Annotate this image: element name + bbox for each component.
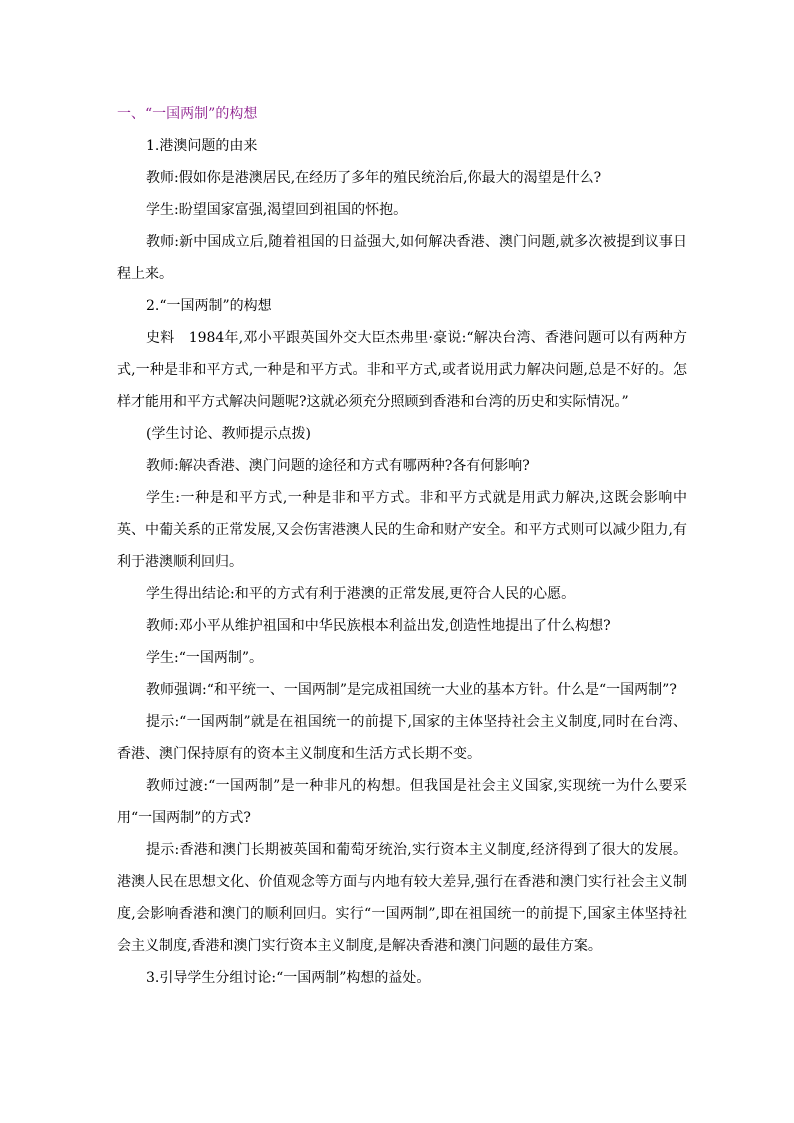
paragraph-teacher-transition: 教师过渡:“一国两制”是一种非凡的构想。但我国是社会主义国家,实现统一为什么要采用“一国两制”的方式? <box>117 778 687 826</box>
subheading-origin: 1.港澳问题的由来 <box>146 138 258 154</box>
paragraph-teacher-question-3: 教师:邓小平从维护祖国和中华民族根本利益出发,创造性地提出了什么构想? <box>146 618 611 634</box>
document-body <box>117 98 687 994</box>
paragraph-source-material: 史料 1984年,邓小平跟英国外交大臣杰弗里·豪说:“解决台湾、香港问题可以有两种方式,一种是非和平方式,一种是和平方式。非和平方式,或者说用武力解决问题,总是不好的。怎样才能用和平方式解决问题呢?这就必须充分照顾到香港和台湾的历史和实际情况。” <box>117 330 687 410</box>
paragraph-student-answer-3: 学生:“一国两制”。 <box>146 650 264 666</box>
paragraph-teacher-emphasis: 教师强调:“和平统一、一国两制”是完成祖国统一大业的基本方针。什么是“一国两制”? <box>146 682 677 698</box>
paragraph-discussion-note: (学生讨论、教师提示点拨) <box>146 426 311 442</box>
subheading-group-discussion: 3.引导学生分组讨论:“一国两制”构想的益处。 <box>146 970 431 986</box>
section-heading: 一、“一国两制”的构想 <box>117 106 258 122</box>
paragraph-teacher-question-1: 教师:假如你是港澳居民,在经历了多年的殖民统治后,你最大的渴望是什么? <box>146 170 602 186</box>
paragraph-hint-1: 提示:“一国两制”就是在祖国统一的前提下,国家的主体坚持社会主义制度,同时在台湾、香港、澳门保持原有的资本主义制度和生活方式长期不变。 <box>117 714 687 762</box>
paragraph-teacher-question-2: 教师:解决香港、澳门问题的途径和方式有哪两种?各有何影响? <box>146 458 530 474</box>
paragraph-student-answer-1: 学生:盼望国家富强,渴望回到祖国的怀抱。 <box>146 202 408 218</box>
subheading-concept: 2.“一国两制”的构想 <box>146 298 272 314</box>
paragraph-hint-2: 提示:香港和澳门长期被英国和葡萄牙统治,实行资本主义制度,经济得到了很大的发展。港澳人民在思想文化、价值观念等方面与内地有较大差异,强行在香港和澳门实行社会主义制度,会影响香港和澳门的顺利回归。实行“一国两制”,即在祖国统一的前提下,国家主体坚持社会主义制度,香港和澳门实行资本主义制度,是解决香港和澳门问题的最佳方案。 <box>117 842 687 954</box>
paragraph-teacher-3: 教师:新中国成立后,随着祖国的日益强大,如何解决香港、澳门问题,就多次被提到议事日程上来。 <box>117 234 687 282</box>
paragraph-student-answer-2: 学生:一种是和平方式,一种是非和平方式。非和平方式就是用武力解决,这既会影响中英、中葡关系的正常发展,又会伤害港澳人民的生命和财产安全。和平方式则可以减少阻力,有利于港澳顺利回归。 <box>117 490 687 570</box>
paragraph-student-conclusion: 学生得出结论:和平的方式有利于港澳的正常发展,更符合人民的心愿。 <box>146 586 576 602</box>
